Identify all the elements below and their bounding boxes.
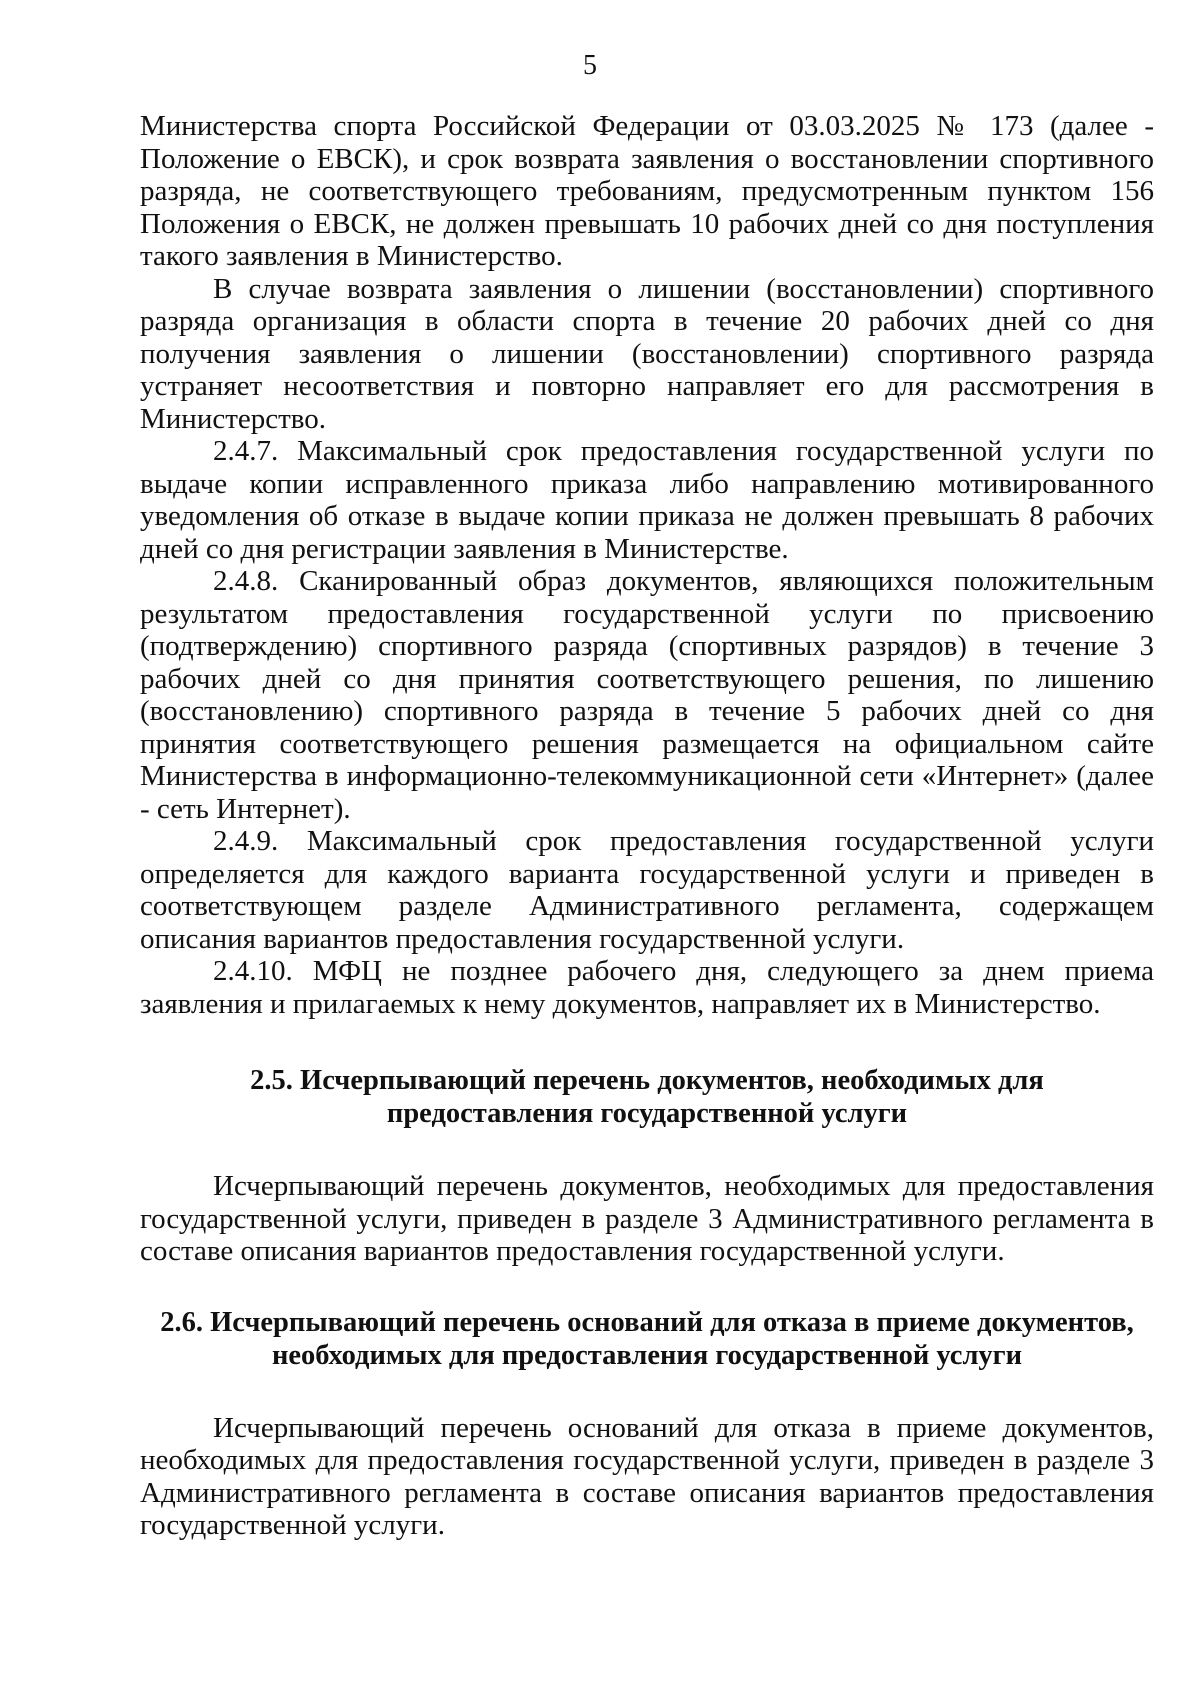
paragraph-2-4-8: 2.4.8. Сканированный образ документов, являющихся положительным результатом предоставления государственной услуги по присвоению (подтверждению) спортивного разряда (спортивных разрядов) в течение 3 рабочих дней со дня принятия соответствующего решения, по лишению (восстановлению) спортивного разряда в течение 5 рабочих дней со дня принятия соответствующего решения размещается на официальном сайте Министерства в информационно-телекоммуникационной сети «Интернет» (далее - сеть Интернет). — [140, 565, 1154, 825]
section-2-5-text: Исчерпывающий перечень документов, необходимых для предоставления государственной услуги, приведен в разделе 3 Административного регламента в составе описания вариантов предоставления государственной услуги. — [140, 1170, 1154, 1267]
section-2-5-heading-line2: предоставления государственной услуги — [386, 1098, 908, 1129]
paragraph-continuation: Министерства спорта Российской Федерации от 03.03.2025 № 173 (далее - Положение о ЕВСК), и срок возврата заявления о восстановлении спортивного разряда, не соответствующего требованиям, предусмотренным пунктом 156 Положения о ЕВСК, не должен превышать 10 рабочих дней со дня поступления такого заявления в Министерство. — [140, 110, 1154, 272]
section-2-6-heading-line1: 2.6. Исчерпывающий перечень оснований для отказа в приеме документов, — [160, 1306, 1134, 1338]
paragraph-return-deprivation: В случае возврата заявления о лишении (восстановлении) спортивного разряда организация в области спорта в течение 20 рабочих дней со дня получения заявления о лишении (восстановлении) спортивного разряда устраняет несоответствия и повторно направляет его для рассмотрения в Министерство. — [140, 272, 1154, 435]
section-2-6-text: Исчерпывающий перечень оснований для отказа в приеме документов, необходимых для предоставления государственной услуги, приведен в разделе 3 Административного регламента в составе описания вариантов предоставления государственной услуги. — [140, 1411, 1154, 1541]
page-number: 5 — [583, 50, 597, 81]
section-2-6-heading — [140, 1306, 1154, 1372]
paragraph-2-4-10: 2.4.10. МФЦ не позднее рабочего дня, следующего за днем приема заявления и прилагаемых к нему документов, направляет их в Министерство. — [140, 955, 1154, 1020]
section-2-5-heading-line1: 2.5. Исчерпывающий перечень документов, необходимых для — [250, 1065, 1044, 1096]
document-body — [140, 110, 1154, 1542]
paragraph-2-4-9: 2.4.9. Максимальный срок предоставления государственной услуги определяется для каждого варианта государственной услуги и приведен в соответствующем разделе Административного регламента, содержащем описания вариантов предоставления государственной услуги. — [140, 825, 1154, 955]
paragraph-2-4-7: 2.4.7. Максимальный срок предоставления государственной услуги по выдаче копии исправленного приказа либо направлению мотивированного уведомления об отказе в выдаче копии приказа не должен превышать 8 рабочих дней со дня регистрации заявления в Министерстве. — [140, 435, 1154, 565]
section-2-5-heading — [140, 1064, 1154, 1130]
section-2-6-heading-line2: необходимых для предоставления государственной услуги — [271, 1339, 1023, 1371]
